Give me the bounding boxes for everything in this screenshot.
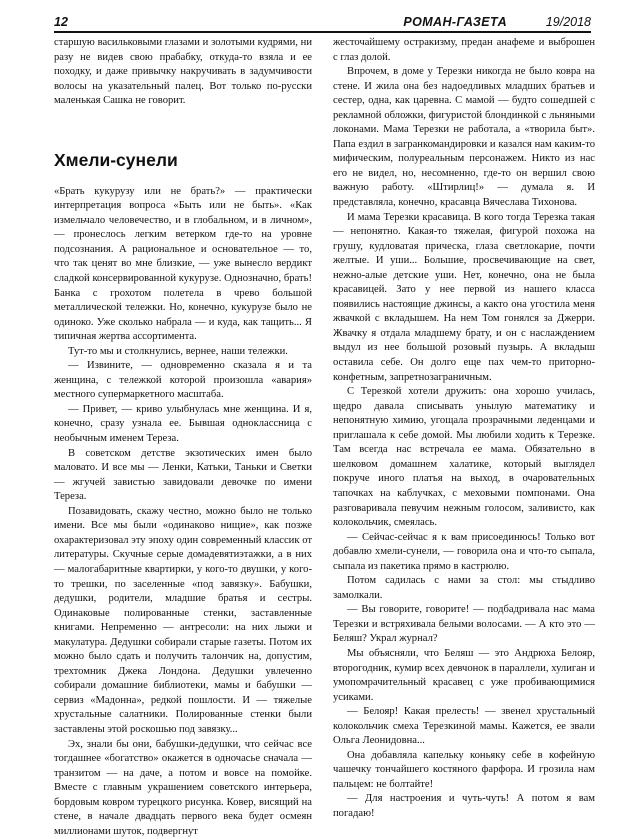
paragraph: Она добавляла капельку коньяку себе в кофейную чашечку тончайшего костяного фарфора. И грозила нам пальцем: не болтайте! (333, 749, 595, 790)
issue-number: 19/2018 (545, 15, 591, 29)
right-column (333, 36, 595, 822)
paragraph: — Привет, — криво улыбнулась мне женщина. И я, конечно, сразу узнала ее. Бывшая одноклассница с необычным именем Тереза. (54, 403, 312, 445)
paragraph: Тут-то мы и столкнулись, вернее, наши тележки. (68, 345, 288, 357)
paragraph: — Вы говорите, говорите! — подбадривала нас мама Терезки и встряхивала белыми волосами. — А кто это — Беляш? Украл журнал? (333, 604, 595, 645)
magazine-title: РОМАН-ГАЗЕТА (403, 15, 507, 29)
paragraph: Эх, знали бы они, бабушки-дедушки, что сейчас все тогдашнее «богатство» окажется в одночасье сначала — транзитом — на даче, а потом и вовсе на помойке. Вместе с главным украшением советского интерьера, бордовым ковром турецкого рисунка. Ковер, висящий на стене, в начале двадцать первого века будет осмеян миллионами шуток, подвергнут (54, 738, 312, 837)
paragraph: Потом садилась с нами за стол: мы стыдливо замолкали. (333, 575, 595, 601)
paragraph: — Извините, — одновременно сказала я и та женщина, с тележкой которой произошла «авария» местного супермаркетного масштаба. (54, 360, 312, 401)
paragraph: жесточайшему остракизму, предан анафеме и выброшен с глаз долой. (333, 37, 595, 63)
page-number: 12 (54, 15, 68, 29)
paragraph: — Для настроения и чуть-чуть! А потом я вам погадаю! (333, 793, 595, 819)
paragraph: Впрочем, в доме у Терезки никогда не было ковра на стене. И жила она без надоедливых младших братьев и сестер, одна, как царевна. С мамой — будто сошедшей с рекламной обложки, фигуристой блондинкой с льняными локонами. Мама Терезки не работала, а «творила быт». Папа ездил в загранкомандировки и казался нам каким-то мифическим, полуреальным персонажем. Никто из нас его не видел, но, несомненно, где-то он вершил свою важную работу. «Штирлиц!» — думала я. И представляла, конечно, красавца Вячеслава Тихонова. (333, 66, 595, 209)
page-header (54, 14, 591, 33)
left-column (54, 36, 312, 839)
paragraph: — Сейчас-сейчас я к вам присоединюсь! Только вот добавлю хмели-сунели, — говорила она и что-то сыпала, сыпала из пакетика прямо в кастрюлю. (333, 531, 595, 572)
paragraph: старшую васильковыми глазами и золотыми кудрями, ни разу не видев свою прабабку, откуда-то взяла и ее походку, и даже привычку накручивать в задумчивости волосы на указательный палец. Вот только по-русски маленькая Сашка не говорит. (54, 37, 312, 107)
section-heading: Хмели-сунели (54, 149, 178, 170)
paragraph: «Брать кукурузу или не брать?» — практически интерпретация вопроса «Быть или не быть». «Как измельчало человечество, и в глобальном, и в личном», — пронеслось легким ветерком где-то на уровне подсознания. А рациональное и основательное — то, что так ценят во мне близкие, — уже вынесло вердикт сладкой консервированной кукурузе. Однозначно, брать! Банка с грохотом полетела в чрево большой металлической тележки. Но, конечно, кукурузе было не одиноко. Уже сколько набрала — и куда, как тащить... Я типичная жертва ассортимента. (54, 185, 312, 343)
paragraph: И мама Терезки красавица. В кого тогда Терезка такая — непонятно. Какая-то тяжелая, фигурой похожа на грушу, кудловатая прическа, глаза светлокарие, почти желтые. И уши... Большие, просвечивающие на свет, нежно-алые детские уши. Нет, конечно, она не была красавицей. Зато у нее первой из нашего класса появились настоящие джинсы, а както она угостила меня жвачкой с вкладышем. На нем Том гонялся за Джерри. Жвачку я отдала младшему брату, и он с наслаждением выдул из нее большой розовый пузырь. А вкладыш оставила себе. Он долго еще пах чем-то приторно-конфетным, запретнозаграничным. (333, 211, 595, 383)
paragraph: Позавидовать, скажу честно, можно было не только имени. Все мы были «одинаково нищие», как позже охарактеризовал эту эпоху один современный классик от литературы. Скучные серые домадевятиэтажки, а в них — малогабаритные квартирки, у кого-то двушки, у кого-то трешки, по заселенные «под завязку». Бабушки, дедушки, родители, младшие братья и сестры. Одинаковые полированные стенки, заставленные книгами. Непременно — антресоли: на них лыжи и макулатура. Дедушки собирали старые газеты. Потом их можно было сдать и получить талончик на, допустим, трехтомник Джека Лондона. Дедушки увлеченно собирали домашние библиотеки, мамы и бабушки — сервиз «Мадонна», редкой пошлости. И — тяжелые хрустальные салатники. Полированные стенки были заставлены этой роскошью под завязку... (54, 505, 312, 735)
paragraph: В советском детстве экзотических имен было маловато. И все мы — Ленки, Катьки, Таньки и Светки — жгучей завистью завидовали девочке по имени Тереза. (54, 447, 312, 503)
paragraph: — Белояр! Какая прелесть! — звенел хрустальный колокольчик смеха Терезкиной мамы. Кажется, ее звали Ольга Леонидовна... (333, 706, 595, 747)
paragraph: С Терезкой хотели дружить: она хорошо училась, щедро давала списывать унылую математику и непонятную химию, угощала прозрачными леденцами и приглашала к себе домой. Мы любили ходить к Терезке. Там всегда нас встречала ее мама. Обязательно в шелковом домашнем халатике, который выглядел покруче иного платья на выход, в очаровательных тапочках на каблучках, с меховыми помпонами. Она разговаривала певучим нежным голосом, заливисто, как колокольчик, смеялась. (333, 386, 595, 529)
paragraph: Мы объясняли, что Беляш — это Андрюха Белояр, второгодник, кумир всех девчонок в параллели, хулиган и умопомрачительный красавец с уже пробивающимися усиками. (333, 647, 595, 703)
